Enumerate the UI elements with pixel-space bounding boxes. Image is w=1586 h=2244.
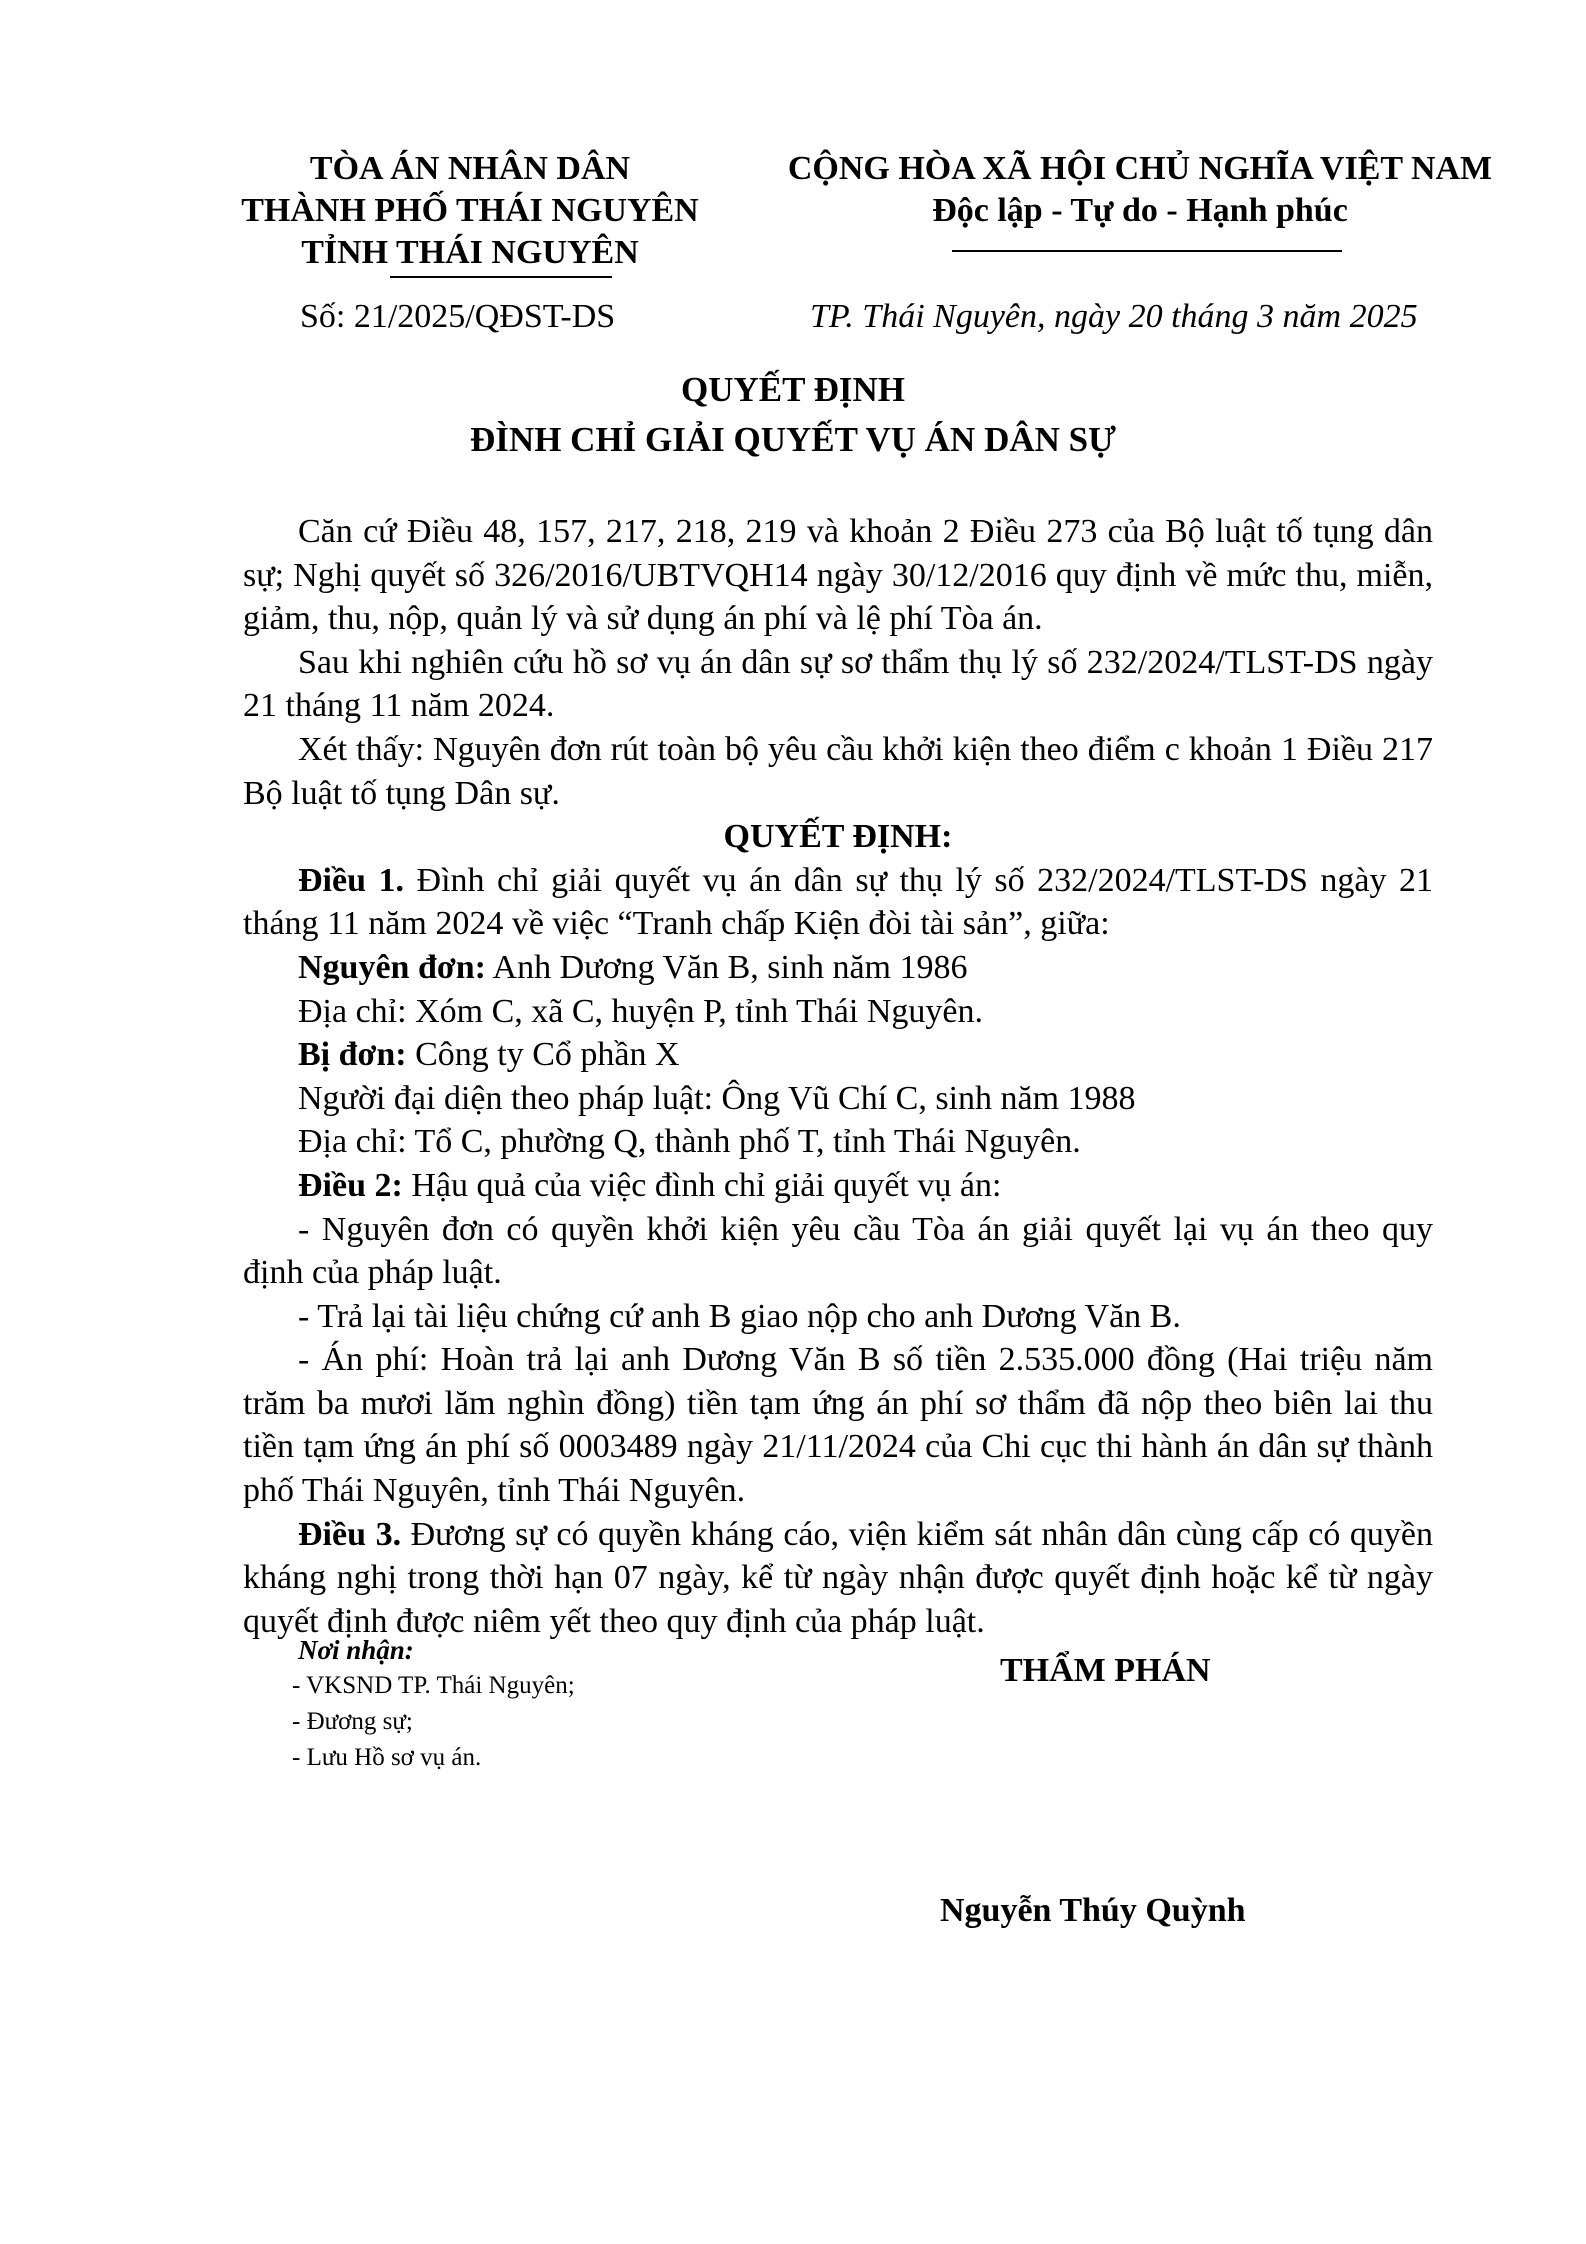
court-underline <box>390 276 612 278</box>
consequence-3: - Án phí: Hoàn trả lại anh Dương Văn B số tiền 2.535.000 đồng (Hai triệu năm trăm ba mươi lăm nghìn đồng) tiền tạm ứng án phí sơ thẩm đã nộp theo biên lai thu tiền tạm ứng án phí số 0003489 ngày 21/11/2024 của Chi cục thi hành án dân sự thành phố Thái Nguyên, tỉnh Thái Nguyên. <box>243 1341 1433 1510</box>
article-1-label: Điều 1. <box>298 861 405 899</box>
article-2-text: Hậu quả của việc đình chỉ giải quyết vụ án: <box>402 1166 1002 1204</box>
consequence-2: - Trả lại tài liệu chứng cứ anh B giao nộp cho anh Dương Văn B. <box>298 1297 1181 1335</box>
article-3-text: Đương sự có quyền kháng cáo, viện kiểm sát nhân dân cùng cấp có quyền kháng nghị trong thời hạn 07 ngày, kể từ ngày nhận được quyết định hoặc kể từ ngày quyết định được niêm yết theo quy định của pháp luật. <box>243 1515 1433 1640</box>
court-name-line-2: THÀNH PHỐ THÁI NGUYÊN <box>241 192 699 229</box>
plaintiff-label: Nguyên đơn: <box>298 948 486 986</box>
article-2 <box>243 1164 1433 1208</box>
recipient-item: - Đương sự; <box>292 1708 413 1735</box>
article-3 <box>243 1513 1433 1644</box>
plaintiff-text: Anh Dương Văn B, sinh năm 1986 <box>485 948 968 986</box>
court-name-line-1: TÒA ÁN NHÂN DÂN <box>309 150 631 187</box>
place-and-date: TP. Thái Nguyên, ngày 20 tháng 3 năm 2025 <box>810 298 1418 335</box>
defendant-label: Bị đơn: <box>298 1036 407 1074</box>
judge-title: THẨM PHÁN <box>1000 1652 1211 1689</box>
article-1 <box>243 859 1433 946</box>
document-title: QUYẾT ĐỊNH <box>681 370 905 409</box>
plaintiff-line <box>243 946 1433 990</box>
legal-basis-paragraph: Căn cứ Điều 48, 157, 217, 218, 219 và khoản 2 Điều 273 của Bộ luật tố tụng dân sự; Nghị quyết số 326/2016/UBTVQH14 ngày 30/12/2016 quy định về mức thu, miễn, giảm, thu, nộp, quản lý và sử dụng án phí và lệ phí Tòa án. <box>243 513 1433 638</box>
defendant-address: Địa chỉ: Tổ C, phường Q, thành phố T, tỉnh Thái Nguyên. <box>298 1123 1081 1161</box>
national-title-block <box>765 148 1515 232</box>
consequence-1: - Nguyên đơn có quyền khởi kiện yêu cầu Tòa án giải quyết lại vụ án theo quy định của pháp luật. <box>243 1210 1433 1292</box>
finding-paragraph: Xét thấy: Nguyên đơn rút toàn bộ yêu cầu khởi kiện theo điểm c khoản 1 Điều 217 Bộ luật tố tụng Dân sự. <box>243 730 1433 812</box>
court-name-line-3: TỈNH THÁI NGUYÊN <box>301 234 639 271</box>
plaintiff-address: Địa chỉ: Xóm C, xã C, huyện P, tỉnh Thái Nguyên. <box>298 992 983 1030</box>
decision-heading: QUYẾT ĐỊNH: <box>723 818 953 856</box>
recipient-item: - Lưu Hồ sơ vụ án. <box>292 1744 482 1771</box>
national-motto: Độc lập - Tự do - Hạnh phúc <box>932 192 1348 229</box>
decision-number: Số: 21/2025/QĐST-DS <box>300 298 616 335</box>
defendant-representative: Người đại diện theo pháp luật: Ông Vũ Chí C, sinh năm 1988 <box>298 1079 1136 1117</box>
article-2-label: Điều 2: <box>298 1166 403 1204</box>
recipients-block <box>292 1632 575 1776</box>
article-3-label: Điều 3. <box>298 1515 402 1553</box>
defendant-text: Công ty Cổ phần X <box>406 1036 680 1074</box>
recipient-item: - VKSND TP. Thái Nguyên; <box>292 1672 575 1699</box>
article-1-text: Đình chỉ giải quyết vụ án dân sự thụ lý số 232/2024/TLST-DS ngày 21 tháng 11 năm 2024 về việc “Tranh chấp Kiện đòi tài sản”, giữa: <box>243 861 1434 943</box>
nation-name: CỘNG HÒA XÃ HỘI CHỦ NGHĨA VIỆT NAM <box>787 150 1493 187</box>
court-name-block <box>220 148 720 274</box>
motto-underline <box>952 250 1342 252</box>
judge-name: Nguyễn Thúy Quỳnh <box>940 1892 1246 1929</box>
defendant-line <box>243 1033 1433 1077</box>
document-subtitle: ĐÌNH CHỈ GIẢI QUYẾT VỤ ÁN DÂN SỰ <box>470 420 1116 459</box>
recipients-title: Nơi nhận: <box>298 1635 414 1665</box>
decision-body <box>243 510 1433 1643</box>
case-review-paragraph: Sau khi nghiên cứu hồ sơ vụ án dân sự sơ thẩm thụ lý số 232/2024/TLST-DS ngày 21 tháng 11 năm 2024. <box>243 643 1433 725</box>
